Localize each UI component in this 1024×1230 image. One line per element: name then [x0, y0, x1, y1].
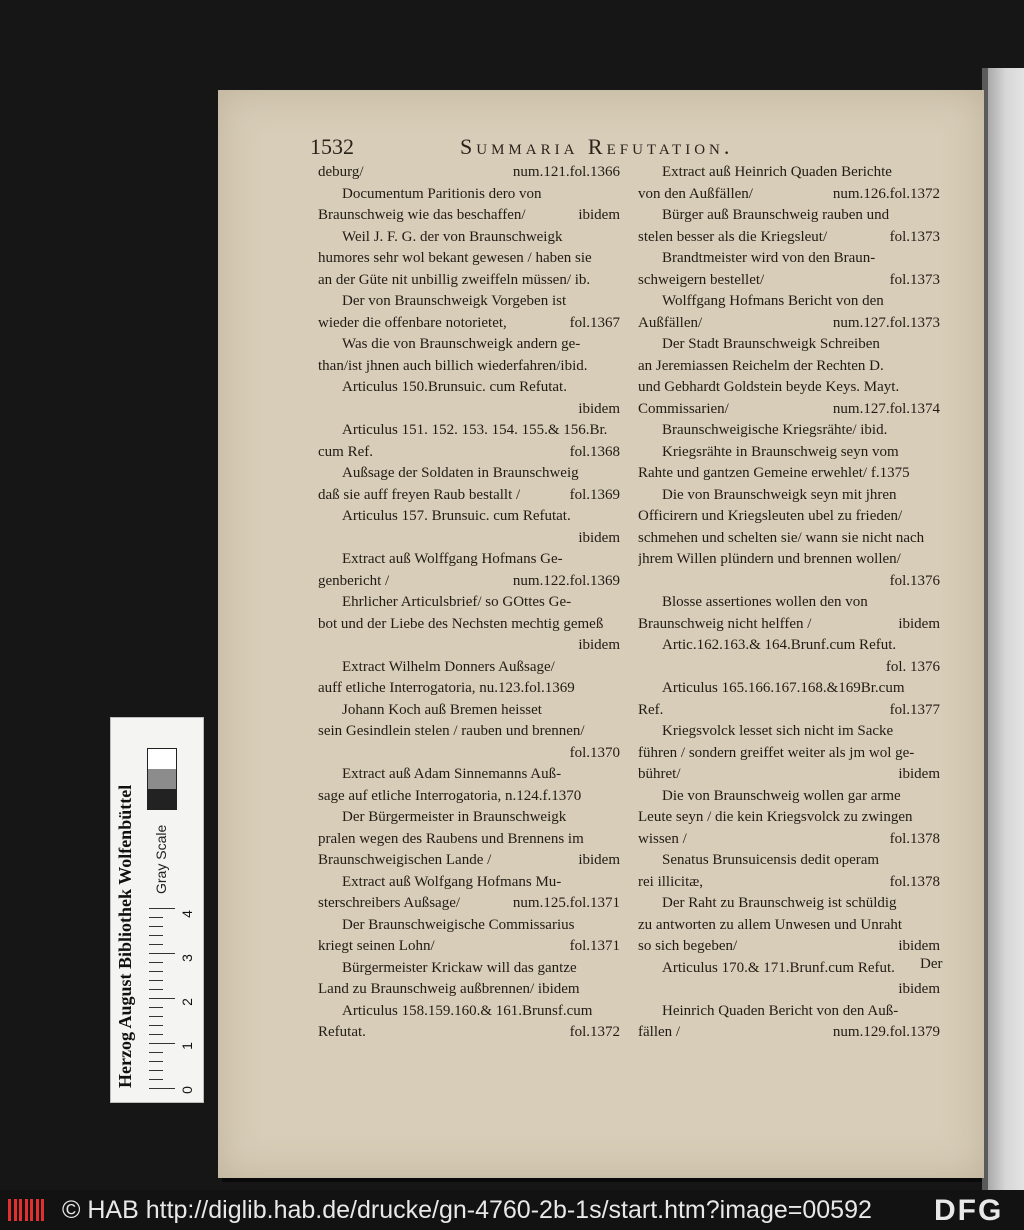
text-line — [638, 764, 940, 786]
line-text: Bürger auß Braunschweig rauben und — [662, 207, 890, 223]
line-text: Brandtmeister wird von den Braun- — [662, 250, 876, 266]
line-text: zu antworten zu allem Unwesen und Unraht — [638, 916, 903, 933]
line-reference: fol.1369 — [569, 486, 620, 503]
line-text: bühret/ — [638, 766, 681, 782]
line-text: führen / sondern greiffet weiter als jm wol ge- — [638, 744, 915, 761]
text-line — [638, 678, 940, 700]
text-line — [318, 614, 620, 636]
line-text: Kriegsvolck lesset sich nicht im Sacke — [662, 723, 894, 739]
line-text: von den Außfällen/ — [638, 185, 753, 202]
line-text: Rahte und gantzen Gemeine erwehlet/ f.1375 — [638, 465, 910, 481]
ruler-tick — [149, 1034, 163, 1035]
text-line — [638, 270, 940, 292]
line-reference: fol.1373 — [889, 228, 940, 245]
line-reference: num.125.fol.1371 — [512, 895, 620, 911]
ruler-tick — [149, 1088, 175, 1089]
line-text: stelen besser als die Kriegsleut/ — [638, 228, 828, 245]
line-text: Braunschweigischen Lande / — [318, 852, 492, 868]
text-line — [638, 334, 940, 356]
text-line — [638, 635, 940, 657]
line-reference: ibidem — [578, 852, 620, 868]
text-line — [638, 506, 940, 528]
line-text: than/ist jhnen auch billich wiederfahren/ibid. — [318, 357, 588, 374]
text-line — [638, 829, 940, 851]
line-text: Extract auß Wolfgang Hofmans Mu- — [342, 873, 562, 890]
ruler-tick-label: 4 — [178, 910, 195, 918]
text-line — [638, 657, 940, 679]
line-reference: ibidem — [898, 981, 940, 997]
line-reference: fol.1377 — [889, 701, 940, 718]
line-text: sage auf etliche Interrogatoria, n.124.f.1370 — [318, 787, 582, 804]
line-text: Ehrlicher Articulsbrief/ so GOttes Ge- — [342, 594, 572, 610]
left-column — [318, 162, 620, 1044]
text-line — [638, 463, 940, 485]
line-text: Braunschweig nicht helffen / — [638, 615, 812, 632]
line-text: fällen / — [638, 1024, 681, 1040]
line-text: Der von Braunschweigk Vorgeben ist — [342, 293, 567, 309]
ruler-tick-label: 1 — [178, 1042, 195, 1050]
text-line — [318, 936, 620, 958]
ruler-tick — [149, 917, 163, 918]
line-text: cum Ref. — [318, 443, 373, 460]
line-reference: fol.1367 — [569, 314, 620, 331]
text-line — [638, 614, 940, 636]
text-line — [318, 356, 620, 378]
page-number: 1532 — [310, 134, 354, 159]
text-line — [318, 764, 620, 786]
text-line — [318, 270, 620, 292]
line-text: kriegt seinen Lohn/ — [318, 938, 435, 954]
line-text: Außsage der Soldaten in Braunschweig — [342, 465, 579, 481]
line-text: wissen / — [638, 830, 687, 847]
line-text: auff etliche Interrogatoria, nu.123.fol.1369 — [318, 680, 575, 696]
text-line — [318, 227, 620, 249]
ruler-tick — [149, 1079, 163, 1080]
ruler-tick — [149, 1070, 163, 1071]
text-line — [318, 399, 620, 421]
line-reference: ibidem — [898, 615, 940, 632]
ruler-tick — [149, 1007, 163, 1008]
line-text: schmehen und schelten sie/ wann sie nicht nach — [638, 529, 925, 546]
ruler-tick — [149, 1025, 163, 1026]
line-text: sein Gesindlein stelen / rauben und brennen/ — [318, 723, 585, 739]
line-text: Blosse assertiones wollen den von — [662, 594, 868, 610]
running-title: Summaria Refutation. — [460, 134, 734, 159]
line-text: daß sie auff freyen Raub bestallt / — [318, 486, 521, 503]
text-line — [638, 958, 940, 980]
text-line — [318, 1022, 620, 1044]
line-text: Wolffgang Hofmans Bericht von den — [662, 293, 884, 309]
ruler-tick — [149, 944, 163, 945]
line-text: Der Stadt Braunschweigk Schreiben — [662, 336, 880, 352]
text-line — [638, 743, 940, 765]
line-reference: fol.1376 — [889, 572, 940, 589]
line-text: Was die von Braunschweigk andern ge- — [342, 336, 581, 352]
line-reference: num.122.fol.1369 — [512, 572, 620, 589]
text-line — [318, 958, 620, 980]
line-text: Land zu Braunschweig außbrennen/ ibidem — [318, 981, 580, 997]
text-line — [318, 485, 620, 507]
adjacent-page-edge — [982, 68, 1024, 1190]
line-text: Articulus 150.Brunsuic. cum Refutat. — [342, 379, 567, 395]
line-reference: fol.1378 — [889, 830, 940, 847]
text-line — [638, 205, 940, 227]
footer-bar — [0, 1190, 1024, 1230]
text-line — [638, 420, 940, 442]
ruler-tick — [149, 971, 163, 972]
text-line — [638, 571, 940, 593]
text-line — [318, 549, 620, 571]
line-text: Officirern und Kriegsleuten ubel zu frieden/ — [638, 508, 903, 524]
ruler-tick — [149, 1061, 163, 1062]
text-line — [638, 313, 940, 335]
text-line — [318, 205, 620, 227]
line-text: Außfällen/ — [638, 314, 703, 331]
line-text: Artic.162.163.& 164.Brunf.cum Refut. — [662, 637, 897, 653]
line-reference: ibidem — [898, 766, 940, 782]
text-line — [638, 248, 940, 270]
line-text: Extract auß Wolffgang Hofmans Ge- — [342, 551, 563, 567]
text-line — [638, 162, 940, 184]
line-reference: num.127.fol.1373 — [832, 314, 940, 331]
line-reference: fol.1371 — [569, 938, 620, 954]
text-line — [318, 743, 620, 765]
line-reference: ibidem — [898, 938, 940, 954]
text-line — [638, 721, 940, 743]
text-line — [318, 506, 620, 528]
line-text: an der Güte nit unbillig zweiffeln müssen/ ib. — [318, 271, 591, 288]
text-line — [318, 721, 620, 743]
line-reference: ibidem — [578, 400, 620, 417]
text-line — [318, 786, 620, 808]
line-text: Refutat. — [318, 1024, 366, 1040]
text-line — [638, 377, 940, 399]
text-line — [638, 485, 940, 507]
text-line — [318, 313, 620, 335]
barcode-icon — [8, 1199, 44, 1221]
line-text: Leute seyn / die kein Kriegsvolck zu zwingen — [638, 809, 913, 825]
line-text: Kriegsrähte in Braunschweig seyn vom — [662, 443, 899, 460]
text-line — [318, 850, 620, 872]
line-text: Die von Braunschweigk seyn mit jhren — [662, 486, 897, 503]
line-text: schweigern bestellet/ — [638, 271, 765, 288]
line-text: genbericht / — [318, 572, 390, 589]
text-line — [318, 915, 620, 937]
line-text: deburg/ — [318, 164, 364, 180]
text-line — [638, 549, 940, 571]
text-line — [638, 807, 940, 829]
line-reference: num.129.fol.1379 — [832, 1024, 940, 1040]
line-text: Senatus Brunsuicensis dedit operam — [662, 852, 880, 868]
text-line — [318, 678, 620, 700]
text-line — [318, 334, 620, 356]
line-text: rei illicitæ, — [638, 873, 703, 890]
text-line — [318, 1001, 620, 1023]
text-line — [638, 700, 940, 722]
text-line — [318, 872, 620, 894]
line-reference: fol.1378 — [889, 873, 940, 890]
line-text: Extract Wilhelm Donners Außsage/ — [342, 658, 555, 675]
ruler-tick — [149, 926, 163, 927]
text-line — [638, 850, 940, 872]
text-line — [318, 700, 620, 722]
line-text: Extract auß Adam Sinnemanns Auß- — [342, 766, 562, 782]
text-line — [318, 807, 620, 829]
book-page — [218, 90, 984, 1178]
ruler-tick — [149, 962, 163, 963]
line-text: Documentum Paritionis dero von — [342, 185, 542, 202]
line-reference: fol. 1376 — [885, 658, 940, 675]
text-line — [638, 1022, 940, 1044]
page-header — [310, 134, 950, 164]
text-line — [638, 872, 940, 894]
line-text: Johann Koch auß Bremen heisset — [342, 701, 542, 718]
line-text: so sich begeben/ — [638, 938, 738, 954]
line-reference: num.127.fol.1374 — [832, 400, 940, 417]
text-line — [638, 1001, 940, 1023]
text-line — [318, 592, 620, 614]
text-line — [318, 829, 620, 851]
line-text: bot und der Liebe des Nechsten mechtig gemeß — [318, 615, 604, 632]
ruler-tick-label: 0 — [178, 1086, 195, 1094]
gray-scale-label: Gray Scale — [153, 824, 169, 894]
text-line — [318, 184, 620, 206]
text-line — [638, 592, 940, 614]
line-text: Braunschweig wie das beschaffen/ — [318, 207, 526, 223]
copyright-url: © HAB http://diglib.hab.de/drucke/gn-4760-2b-1s/start.htm?image=00592 — [62, 1196, 872, 1224]
ruler-tick — [149, 1052, 163, 1053]
dfg-logo: DFG — [934, 1194, 1004, 1227]
ruler-tick-label: 2 — [178, 998, 195, 1006]
line-reference: num.121.fol.1366 — [512, 164, 620, 180]
text-line — [318, 291, 620, 313]
gray-scale-swatches — [147, 748, 177, 810]
ruler-ticks — [149, 908, 199, 1094]
text-line — [318, 248, 620, 270]
color-ruler — [110, 717, 204, 1103]
text-line — [318, 442, 620, 464]
line-text: Der Bürgermeister in Braunschweigk — [342, 809, 567, 825]
line-text: Die von Braunschweig wollen gar arme — [662, 787, 901, 804]
ruler-tick-label: 3 — [178, 954, 195, 962]
line-text: Der Raht zu Braunschweig ist schüldig — [662, 895, 897, 911]
text-line — [638, 227, 940, 249]
line-reference: fol.1372 — [569, 1024, 620, 1040]
line-reference: num.126.fol.1372 — [832, 185, 940, 202]
text-line — [638, 979, 940, 1001]
text-line — [318, 420, 620, 442]
text-line — [638, 442, 940, 464]
text-line — [638, 399, 940, 421]
ruler-tick — [149, 935, 163, 936]
line-text: pralen wegen des Raubens und Brennens im — [318, 830, 584, 847]
line-text: Ref. — [638, 701, 664, 718]
line-text: Commissarien/ — [638, 400, 729, 417]
line-reference: ibidem — [578, 529, 620, 546]
text-line — [318, 463, 620, 485]
ruler-tick — [149, 989, 163, 990]
line-text: Weil J. F. G. der von Braunschweigk — [342, 228, 563, 245]
line-text: Bürgermeister Krickaw will das gantze — [342, 959, 577, 976]
line-reference: fol.1368 — [569, 443, 620, 460]
text-line — [638, 786, 940, 808]
ruler-tick — [149, 953, 175, 954]
line-reference: ibidem — [578, 207, 620, 223]
institution-label: Herzog August Bibliothek Wolfenbüttel — [115, 784, 135, 1088]
line-text: Articulus 151. 152. 153. 154. 155.& 156.Br. — [342, 422, 608, 438]
text-line — [318, 377, 620, 399]
line-text: jhrem Willen plündern und brennen wollen/ — [638, 551, 901, 567]
text-line — [318, 528, 620, 550]
ruler-tick — [149, 1043, 175, 1044]
text-line — [638, 528, 940, 550]
line-text: Braunschweigische Kriegsrähte/ ibid. — [662, 422, 888, 438]
line-text: wieder die offenbare notorietet, — [318, 314, 507, 331]
ruler-tick — [149, 980, 163, 981]
ruler-tick — [149, 998, 175, 999]
text-line — [638, 915, 940, 937]
line-reference: fol.1373 — [889, 271, 940, 288]
text-line — [638, 291, 940, 313]
line-text: Articulus 157. Brunsuic. cum Refutat. — [342, 508, 571, 524]
text-line — [638, 893, 940, 915]
ruler-tick — [149, 908, 175, 909]
line-text: Extract auß Heinrich Quaden Berichte — [662, 164, 892, 180]
right-column — [638, 162, 940, 1044]
text-line — [638, 356, 940, 378]
text-line — [318, 657, 620, 679]
line-text: Articulus 165.166.167.168.&169Br.cum — [662, 680, 905, 696]
line-text: Articulus 170.& 171.Brunf.cum Refut. — [662, 959, 895, 976]
text-line — [318, 979, 620, 1001]
text-line — [318, 571, 620, 593]
catchword: Der — [920, 956, 943, 972]
line-text: Der Braunschweigische Commissarius — [342, 916, 575, 933]
text-line — [638, 184, 940, 206]
line-text: Heinrich Quaden Bericht von den Auß- — [662, 1002, 899, 1019]
line-text: an Jeremiassen Reichelm der Rechten D. — [638, 357, 884, 374]
line-text: und Gebhardt Goldstein beyde Keys. Mayt. — [638, 379, 900, 395]
text-line — [318, 162, 620, 184]
line-reference: ibidem — [578, 637, 620, 653]
text-line — [318, 635, 620, 657]
text-line — [638, 936, 940, 958]
line-text: sterschreibers Außsage/ — [318, 895, 461, 911]
line-text: Articulus 158.159.160.& 161.Brunsf.cum — [342, 1002, 593, 1019]
line-text: humores sehr wol bekant gewesen / haben sie — [318, 250, 592, 266]
ruler-tick — [149, 1016, 163, 1017]
line-reference: fol.1370 — [569, 744, 620, 761]
text-line — [318, 893, 620, 915]
